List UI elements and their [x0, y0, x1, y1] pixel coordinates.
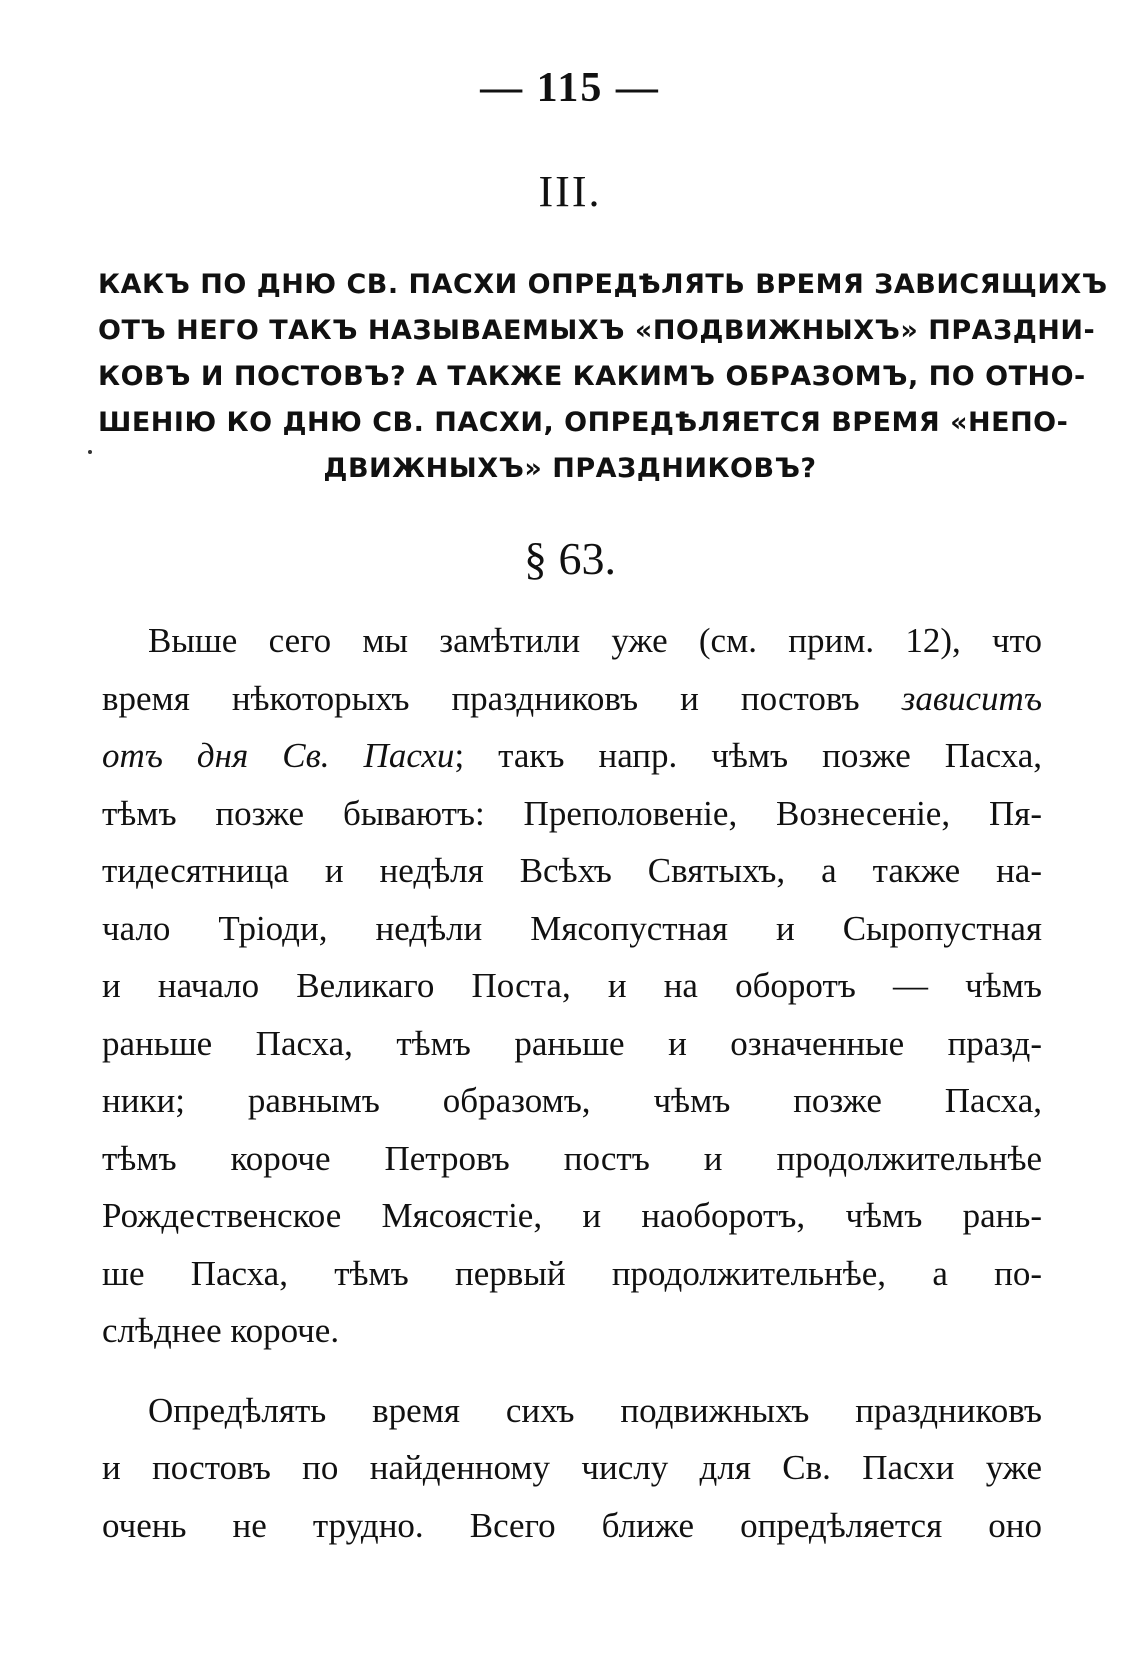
text-line: очень не трудно. Всего ближе опредѣляется оно [102, 1505, 1042, 1545]
text-line: раньше Пасха, тѣмъ раньше и означенные празд- [102, 1023, 1042, 1063]
text-line: тѣмъ короче Петровъ постъ и продолжительнѣе [102, 1138, 1042, 1178]
chapter-numeral: III. [538, 167, 602, 216]
text-line: слѣднее короче. [102, 1311, 340, 1350]
text-line: Рождественское Мясоястіе, и наоборотъ, чѣмъ рань- [102, 1196, 1042, 1235]
chapter-heading-line: ОТЪ НЕГО ТАКЪ НАЗЫВАЕМЫХЪ «ПОДВИЖНЫХЪ» ПРАЗДНИ- [98, 315, 1096, 346]
chapter-heading-line: КОВЪ И ПОСТОВЪ? А ТАКЖЕ КАКИМЪ ОБРАЗОМЪ, ПО ОТНО- [98, 361, 1086, 392]
text-run: ; такъ напр. чѣмъ позже Пасха, [454, 736, 1043, 775]
italic-text: зависитъ [901, 678, 1042, 718]
italic-text: отъ дня Св. Пасхи [102, 736, 455, 775]
text-line [102, 670, 1042, 728]
text-line: тѣмъ позже бываютъ: Преполовеніе, Вознесеніе, Пя- [102, 793, 1042, 833]
text-run: время нѣкоторыхъ праздниковъ и постовъ [102, 678, 902, 718]
text-line [102, 727, 1042, 785]
text-line: и постовъ по найденному числу для Св. Пасхи уже [102, 1448, 1042, 1487]
body-text [102, 612, 1042, 1554]
text-line: чало Тріоди, недѣли Мясопустная и Сыропустная [102, 908, 1042, 948]
text-line: Опредѣлять время сихъ подвижныхъ праздниковъ [148, 1390, 1042, 1430]
text-line: Выше сего мы замѣтили уже (см. прим. 12), что [148, 621, 1042, 660]
text-line: и начало Великаго Поста, и на оборотъ — чѣмъ [102, 966, 1042, 1005]
print-speck [88, 450, 92, 454]
section-number: § 63. [524, 533, 616, 584]
chapter-heading-line: КАКЪ ПО ДНЮ СВ. ПАСХИ ОПРЕДѢЛЯТЬ ВРЕМЯ ЗАВИСЯЩИХЪ [98, 269, 1108, 300]
chapter-heading-line: ШЕНІЮ КО ДНЮ СВ. ПАСХИ, ОПРЕДѢЛЯЕТСЯ ВРЕМЯ «НЕПО- [98, 407, 1069, 438]
text-line: ше Пасха, тѣмъ первый продолжительнѣе, а по- [102, 1253, 1042, 1293]
paragraph-gap [102, 1360, 1042, 1382]
chapter-heading [98, 262, 1108, 492]
page-number: — 115 — [480, 65, 660, 111]
chapter-heading-line: ДВИЖНЫХЪ» ПРАЗДНИКОВЪ? [323, 453, 817, 484]
text-line: тидесятница и недѣля Всѣхъ Святыхъ, а также на- [102, 851, 1042, 890]
text-line: ники; равнымъ образомъ, чѣмъ позже Пасха, [102, 1081, 1042, 1120]
